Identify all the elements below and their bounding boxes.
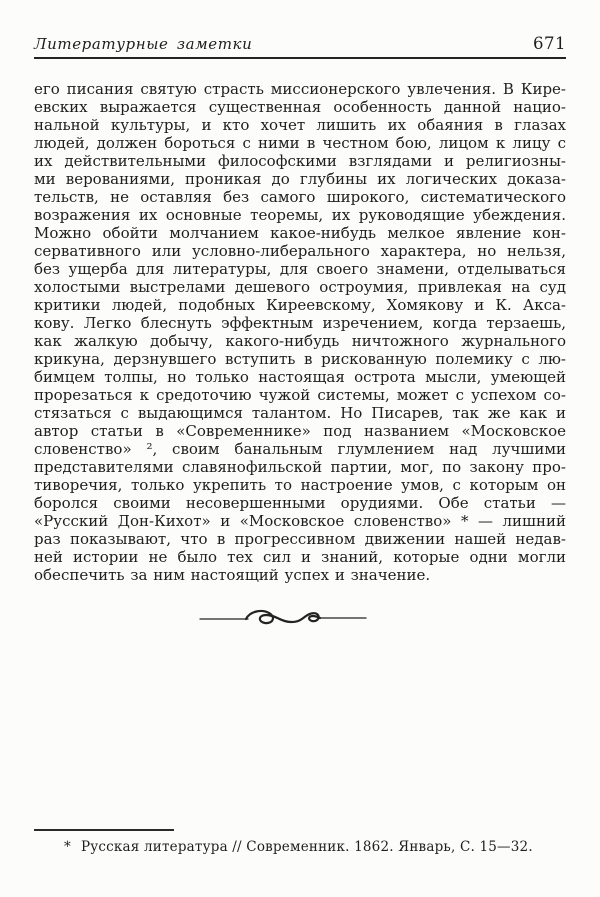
body-text-line: людей, должен бороться с ними в честном бою, лицом к лицу с	[34, 134, 566, 152]
body-text-line: сервативного или условно-либерального характера, но нельзя,	[34, 242, 566, 260]
footnote-text: Русская литература // Современник. 1862. Январь, С. 15—32.	[80, 839, 533, 855]
body-text-line: евских выражается существенная особенность данной нацио-	[34, 98, 566, 116]
body-text-line: холостыми выстрелами дешевого остроумия, привлекая на суд	[34, 278, 566, 296]
footnote-line	[34, 839, 566, 856]
section-divider	[199, 606, 367, 632]
body-text-line: бимцем толпы, но только настоящая острота мысли, умеющей	[34, 368, 566, 386]
body-text-line: без ущерба для литературы, для своего знамени, отделываться	[34, 260, 566, 278]
body-text-line: прорезаться к средоточию чужой системы, может с успехом со-	[34, 386, 566, 404]
body-text-line: нальной культуры, и кто хочет лишить их обаяния в глазах	[34, 116, 566, 134]
body-text-line: «Русский Дон-Кихот» и «Московское словенство» * — лишний	[34, 512, 566, 530]
body-text-line: крикуна, дерзнувшего вступить в рискованную полемику с лю-	[34, 350, 566, 368]
footnote-rule	[34, 829, 174, 831]
body-text-line: раз показывают, что в прогрессивном движении нашей недав-	[34, 530, 566, 548]
body-text-line: возражения их основные теоремы, их руководящие убеждения.	[34, 206, 566, 224]
body-text-line: стязаться с выдающимся талантом. Но Писарев, так же как и	[34, 404, 566, 422]
body-text-line: тельств, не оставляя без самого широкого, систематического	[34, 188, 566, 206]
footnote-marker: *	[64, 839, 71, 855]
body-text-line: словенство» ², своим банальным глумлением над лучшими	[34, 440, 566, 458]
body-text-line: автор статьи в «Современнике» под названием «Московское	[34, 422, 566, 440]
body-text-line: кову. Легко блеснуть эффектным изречением, когда терзаешь,	[34, 314, 566, 332]
body-text-line: Можно обойти молчанием какое-нибудь мелкое явление кон-	[34, 224, 566, 242]
body-text-line: представителями славянофильской партии, мог, по закону про-	[34, 458, 566, 476]
page-number: 671	[533, 34, 566, 53]
body-text-line: обеспечить за ним настоящий успех и значение.	[34, 566, 431, 584]
body-text-line: боролся своими несовершенными орудиями. Обе статьи —	[34, 494, 566, 512]
body-paragraph	[34, 80, 566, 584]
body-text-line: ней истории не было тех сил и знаний, которые одни могли	[34, 548, 566, 566]
body-text-line: тиворечия, только укрепить то настроение умов, с которым он	[34, 476, 566, 494]
running-title: Литературные заметки	[34, 35, 253, 53]
footnote-block	[34, 829, 566, 856]
running-header	[34, 34, 566, 59]
body-text-line: его писания святую страсть миссионерского увлечения. В Кире-	[34, 80, 566, 98]
body-text-line: критики людей, подобных Киреевскому, Хомякову и К. Акса-	[34, 296, 566, 314]
body-text-line: их действительными философскими взглядами и религиозны-	[34, 152, 566, 170]
body-text-line: ми верованиями, проникая до глубины их логических доказа-	[34, 170, 566, 188]
body-text-line: как жалкую добычу, какого-нибудь ничтожного журнального	[34, 332, 566, 350]
calligraphic-swash-divider-icon	[199, 606, 367, 632]
